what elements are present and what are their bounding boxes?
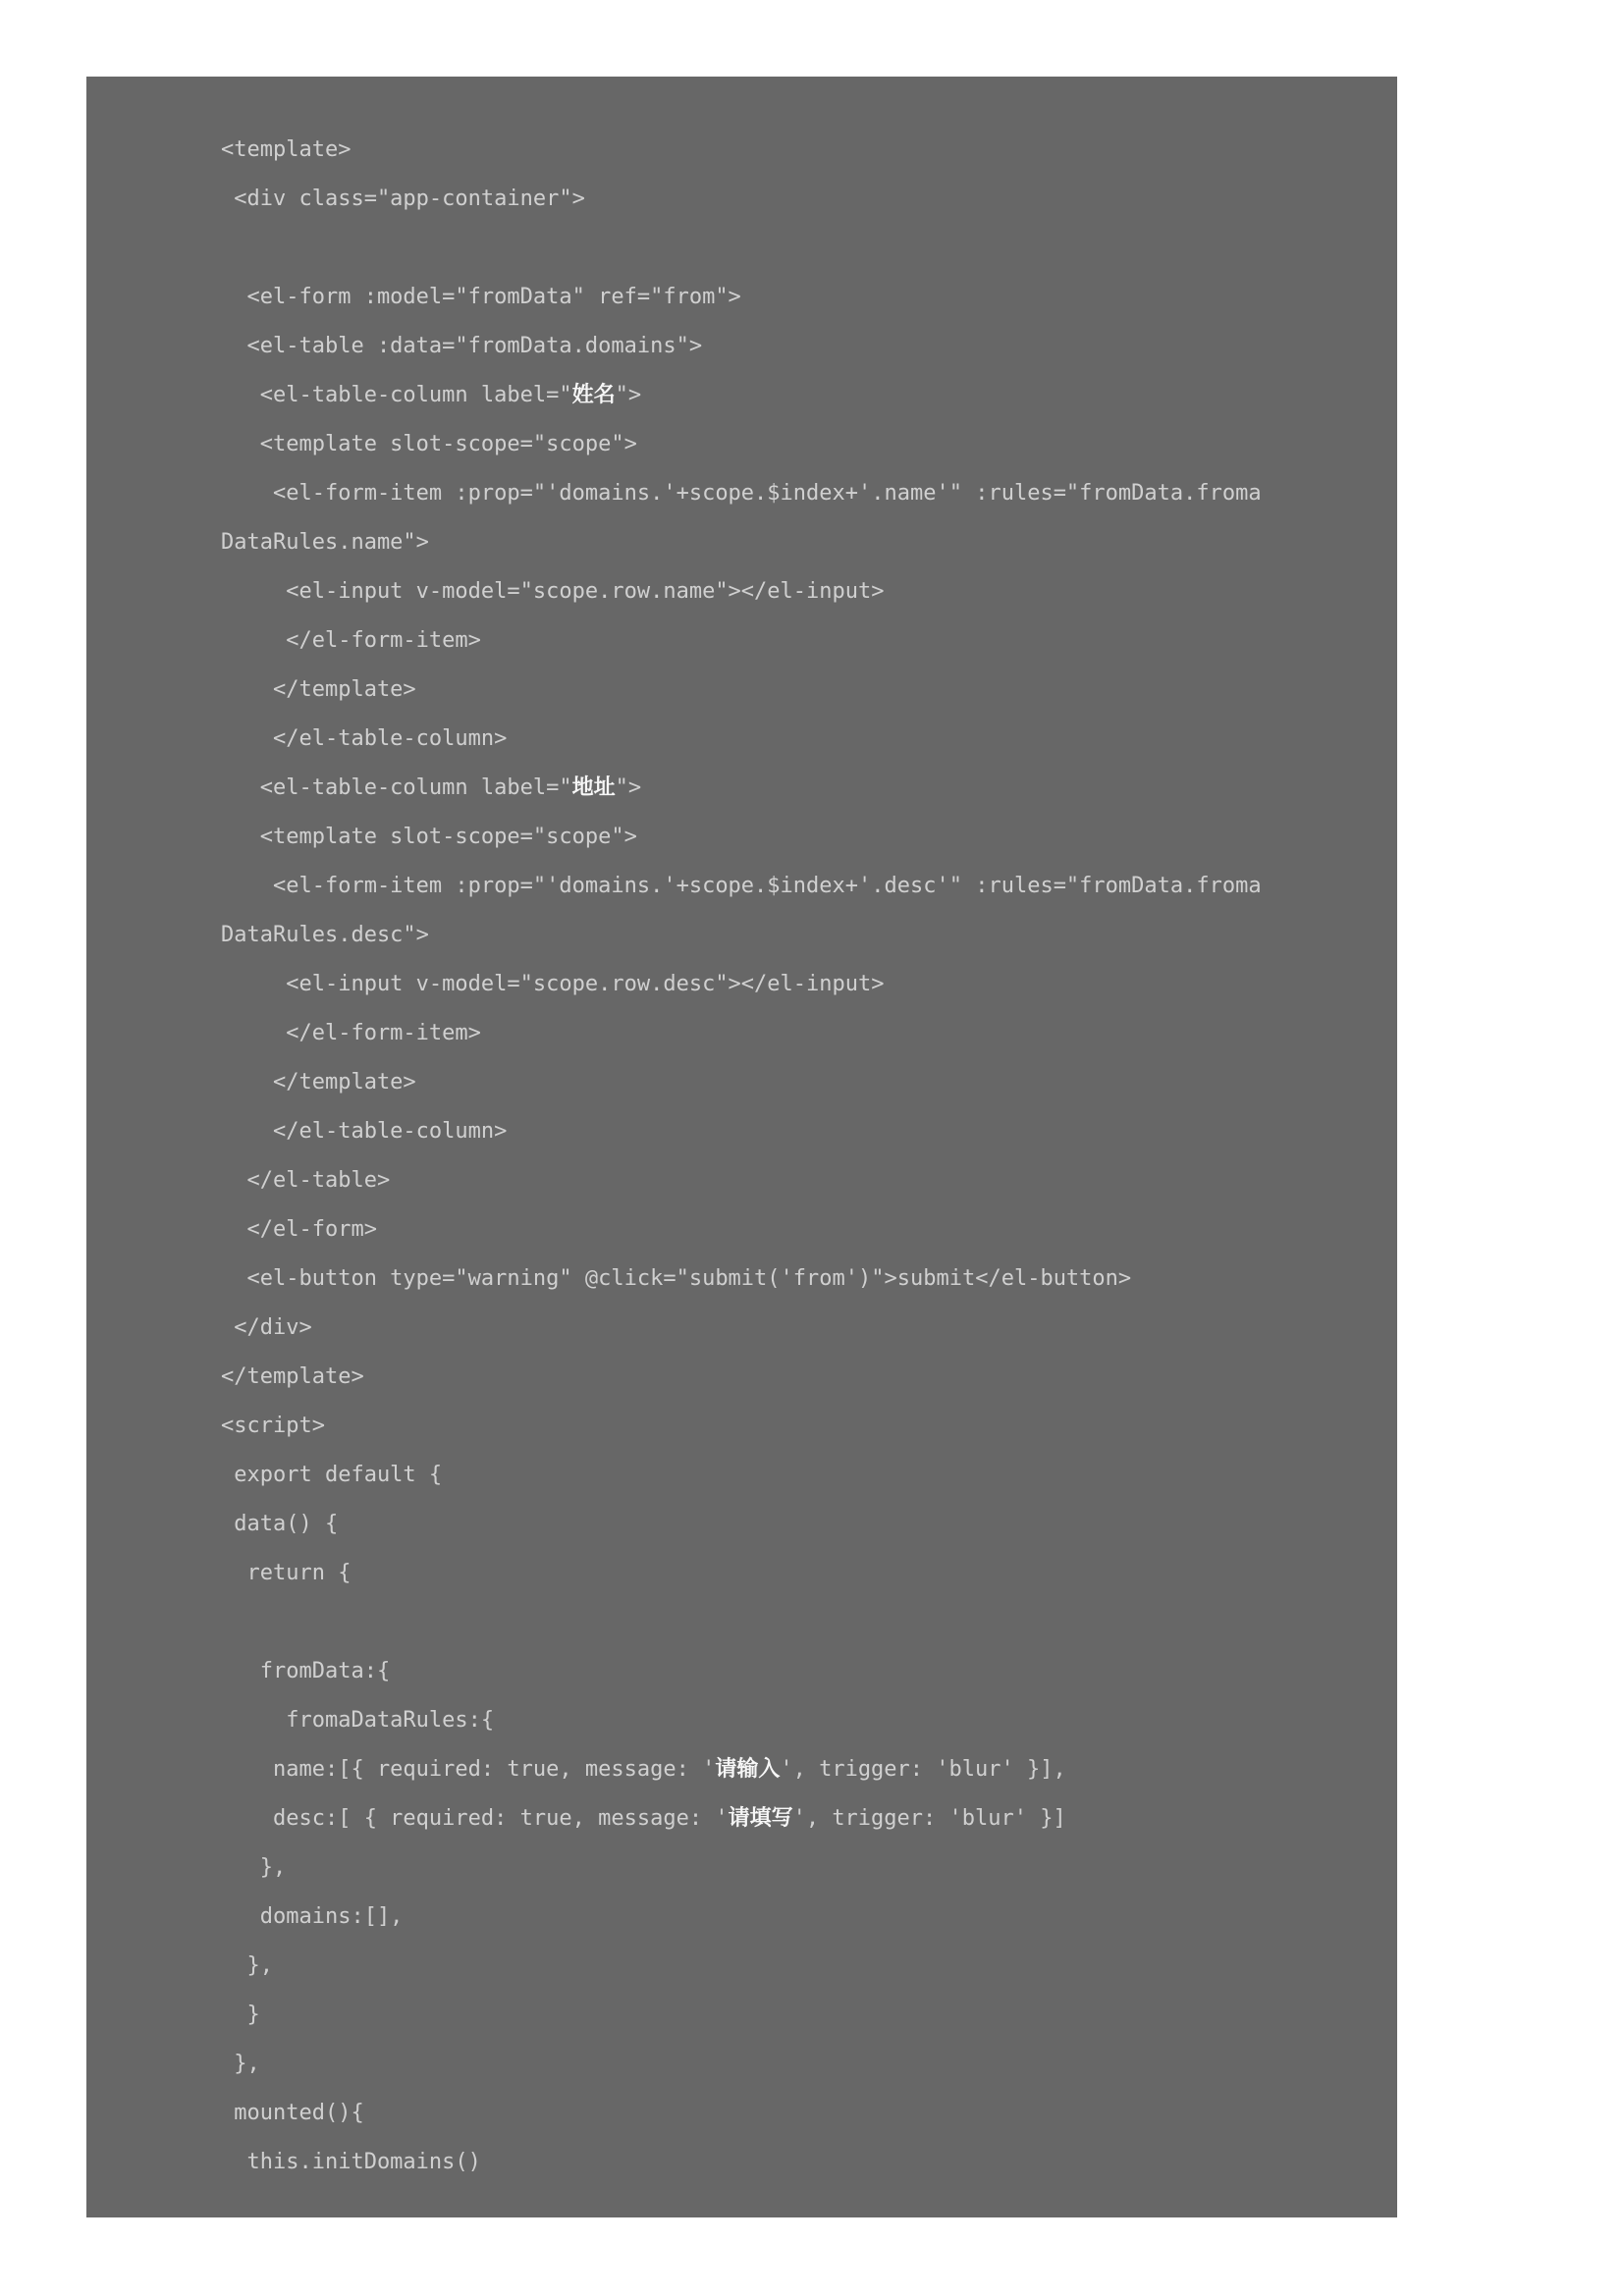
code-line: DataRules.name">	[221, 530, 429, 555]
code-line: <el-input v-model="scope.row.desc"></el-input>	[221, 972, 885, 996]
code-line: },	[221, 1855, 287, 1880]
code-line: </el-table>	[221, 1168, 391, 1193]
code-line: <template>	[221, 137, 352, 162]
code-line: </el-form>	[221, 1217, 377, 1242]
code-line: name:[{ required: true, message: '请输入', trigger: 'blur' }],	[221, 1757, 1066, 1782]
code-line: <el-form-item :prop="'domains.'+scope.$index+'.name'" :rules="fromData.froma	[221, 481, 1262, 506]
code-line: this.initDomains()	[221, 2150, 481, 2174]
code-line: <div class="app-container">	[221, 187, 585, 211]
code-line: <template slot-scope="scope">	[221, 825, 637, 849]
code-line: DataRules.desc">	[221, 923, 429, 947]
code-block	[86, 77, 1397, 2217]
code-line: <el-table :data="fromData.domains">	[221, 334, 703, 358]
code-line: },	[221, 1953, 273, 1978]
code-line	[221, 224, 1387, 273]
code-line: export default {	[221, 1463, 443, 1487]
code-line: </el-form-item>	[221, 628, 481, 653]
code-line: }	[221, 2002, 260, 2027]
code-line: </el-table-column>	[221, 726, 508, 751]
code-line: <el-form :model="fromData" ref="from">	[221, 285, 741, 309]
code-line: </template>	[221, 1070, 416, 1095]
cjk-text: 请填写	[728, 1806, 793, 1831]
code-line: </template>	[221, 677, 416, 702]
code-line: <el-input v-model="scope.row.name"></el-input>	[221, 579, 885, 604]
cjk-text: 请输入	[715, 1757, 781, 1782]
code-line: <script>	[221, 1414, 325, 1438]
code-line: <template slot-scope="scope">	[221, 432, 637, 456]
code-line: fromData:{	[221, 1659, 391, 1683]
code-line: </div>	[221, 1315, 312, 1340]
code-line	[221, 1598, 1387, 1647]
code-line: </template>	[221, 1364, 364, 1389]
code-line: <el-table-column label="地址">	[221, 775, 642, 800]
code-line: fromaDataRules:{	[221, 1708, 495, 1733]
code-line: domains:[],	[221, 1904, 404, 1929]
code-line: return {	[221, 1561, 352, 1585]
code-line: mounted(){	[221, 2101, 364, 2125]
code-line: </el-table-column>	[221, 1119, 508, 1144]
code-line: <el-form-item :prop="'domains.'+scope.$index+'.desc'" :rules="fromData.froma	[221, 874, 1262, 898]
cjk-text: 地址	[571, 775, 616, 800]
code-line: desc:[ { required: true, message: '请填写', trigger: 'blur' }]	[221, 1806, 1066, 1831]
code-line: },	[221, 2052, 260, 2076]
cjk-text: 姓名	[571, 383, 616, 407]
code-line: </el-form-item>	[221, 1021, 481, 1045]
code-line: data() {	[221, 1512, 339, 1536]
code-line: <el-table-column label="姓名">	[221, 383, 642, 407]
code-line: <el-button type="warning" @click="submit('from')">submit</el-button>	[221, 1266, 1132, 1291]
